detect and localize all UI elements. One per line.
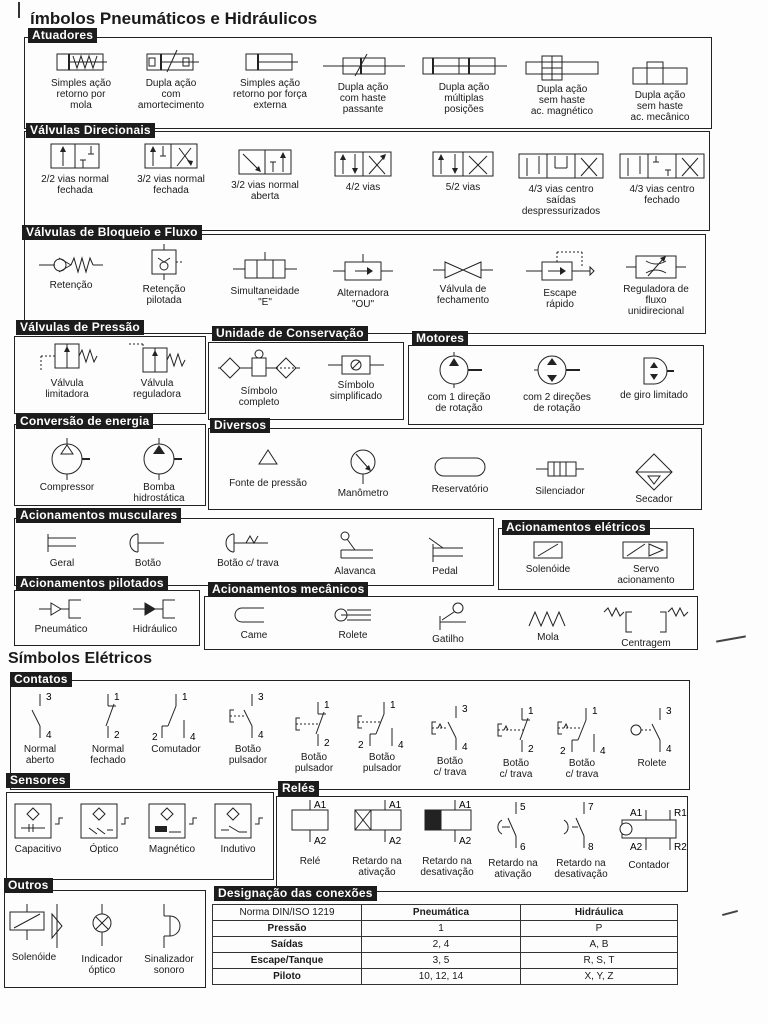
terminal-label: A1: [389, 800, 402, 811]
valve-4-2-icon: [333, 150, 393, 180]
valve-label: 4/3 vias centro saídas despressurizados: [521, 184, 601, 217]
solenoid-coil-icon: [4, 902, 64, 950]
flow-valve-label: Válvula de fechamento: [436, 284, 490, 306]
servo-icon: [619, 538, 673, 562]
contact-label: Normal aberto: [23, 744, 57, 766]
manual-label: Botão c/ trava: [217, 558, 279, 569]
valve-label: 3/2 vias normal fechada: [137, 174, 205, 196]
latching-button-no-icon: [426, 702, 474, 754]
pressure-valve-label: Válvula reguladora: [133, 378, 181, 400]
unidade-conservacao-header: Unidade de Conservação: [212, 326, 368, 341]
valvulas-pressao-header: Válvulas de Pressão: [16, 320, 144, 335]
misc-item: [320, 446, 406, 499]
terminal-label: A1: [459, 800, 472, 811]
sensor-item: [72, 800, 136, 855]
spring-centering-icon: [602, 606, 690, 636]
latching-button-changeover-icon: [554, 704, 610, 756]
roller-icon: [331, 602, 375, 628]
flow-valve-label: Retenção pilotada: [142, 284, 186, 306]
piloted-check-valve-icon: [142, 242, 186, 282]
pushbutton-changeover-icon: [354, 698, 410, 750]
relay-coil-icon: [284, 798, 336, 854]
diversos-header: Diversos: [210, 418, 270, 433]
flow-valve-label: Retenção: [49, 280, 93, 291]
contact-label: Botão pulsador: [362, 752, 402, 774]
electric-actuation-item: [506, 538, 590, 575]
misc-item: [514, 456, 606, 497]
relay-label: Retardo na desativação: [554, 858, 608, 880]
relay-item: [548, 800, 614, 880]
electric-actuation-item: [600, 538, 692, 586]
double-acting-cushioned-cylinder-icon: [143, 48, 199, 76]
relay-item: [414, 798, 480, 878]
mechanical-item: [596, 606, 696, 649]
manual-item: [200, 530, 296, 569]
shutoff-valve-icon: [431, 258, 495, 282]
cam-icon: [232, 602, 276, 628]
table-header-row: [213, 905, 678, 921]
acionamentos-pilotados-header: Acionamentos pilotados: [16, 576, 168, 591]
terminal-label: 7: [588, 802, 594, 813]
terminal-label: 1: [324, 700, 330, 711]
table-cell: P: [521, 921, 678, 937]
misc-item: [610, 452, 698, 505]
trigger-roller-icon: [426, 600, 470, 632]
pneumatic-pilot-icon: [37, 596, 85, 622]
actuator-item: [516, 54, 608, 117]
valve-item: [28, 142, 122, 196]
actuator-label: Simples ação retorno por mola: [50, 78, 112, 111]
mechanical-label: Came: [240, 630, 268, 641]
silencer-icon: [534, 456, 586, 484]
other-item: [4, 902, 64, 963]
valve-3-2-open-icon: [237, 148, 293, 178]
optical-sensor-icon: [77, 800, 131, 842]
valvulas-direcionais-header: Válvulas Direcionais: [26, 123, 155, 138]
energy-label: Compressor: [39, 482, 95, 493]
valve-item: [614, 152, 710, 206]
manual-item: [402, 536, 488, 577]
flow-valve-item: [514, 250, 606, 310]
flow-valve-item: [120, 242, 208, 306]
rotary-actuator-icon: [634, 354, 674, 388]
counter-icon: [616, 806, 687, 858]
push-button-icon: [128, 530, 168, 556]
contact-label: Botão pulsador: [228, 744, 268, 766]
electric-actuation-label: Solenóide: [525, 564, 571, 575]
flow-valve-label: Reguladora de fluxo unidirecional: [623, 284, 689, 317]
pressure-valve-label: Válvula limitadora: [45, 378, 89, 400]
manual-item: [108, 530, 188, 569]
manual-label: Botão: [134, 558, 162, 569]
contact-label: Botão c/ trava: [565, 758, 599, 780]
capacitive-sensor-icon: [11, 800, 65, 842]
table-cell: Escape/Tanque: [213, 953, 362, 969]
mechanical-item: [404, 600, 492, 645]
frl-complete-icon: [216, 348, 302, 384]
contact-changeover-icon: [148, 690, 204, 742]
or-valve-icon: [331, 252, 395, 286]
terminal-label: 2: [358, 740, 364, 751]
table-cell: Piloto: [213, 969, 362, 985]
valvulas-bloqueio-header: Válvulas de Bloqueio e Fluxo: [22, 225, 202, 240]
manual-item: [22, 530, 102, 569]
conversao-energia-header: Conversão de energia: [16, 414, 153, 429]
page-corner-mark: [18, 2, 20, 18]
pushbutton-no-icon: [224, 690, 272, 742]
flow-valve-item: [212, 250, 318, 308]
contact-item: [550, 704, 614, 780]
magnetic-sensor-icon: [145, 800, 199, 842]
single-acting-cylinder-spring-icon: [53, 48, 109, 76]
terminal-label: 4: [258, 730, 264, 741]
contact-item: [218, 690, 278, 766]
hydraulic-pump-icon: [136, 436, 182, 480]
terminal-label: 5: [520, 802, 526, 813]
electric-actuation-label: Servo acionamento: [617, 564, 675, 586]
table-cell: 2, 4: [362, 937, 521, 953]
sensor-label: Capacitivo: [14, 844, 62, 855]
terminal-label: A2: [630, 842, 643, 853]
inductive-sensor-icon: [211, 800, 265, 842]
multi-position-cylinder-icon: [421, 52, 507, 80]
valve-item: [512, 152, 610, 217]
motor-label: com 2 direções de rotação: [523, 392, 591, 414]
reservoir-icon: [431, 454, 489, 482]
terminal-label: 1: [390, 700, 396, 711]
sensor-item: [206, 800, 270, 855]
flow-valve-label: Alternadora "OU": [337, 288, 389, 310]
motor-item: [510, 350, 604, 414]
on-delay-contact-icon: [488, 800, 538, 856]
and-valve-icon: [231, 250, 299, 284]
relay-item: [484, 800, 542, 880]
terminal-label: 2: [560, 746, 566, 757]
relay-item: [282, 798, 338, 867]
misc-label: Reservatório: [431, 484, 489, 495]
terminal-label: 3: [46, 692, 52, 703]
motor-label: de giro limitado: [620, 390, 688, 401]
contact-item: [284, 698, 344, 774]
frl-label: Símbolo simplificado: [329, 380, 383, 402]
relay-label: Retardo na desativação: [420, 856, 474, 878]
terminal-label: 4: [190, 732, 196, 743]
terminal-label: 4: [398, 740, 404, 751]
valve-item: [218, 148, 312, 202]
mechanical-item: [500, 608, 596, 643]
table-cell: 3, 5: [362, 953, 521, 969]
contact-item: [420, 702, 480, 778]
table-cell: R, S, T: [521, 953, 678, 969]
buzzer-icon: [154, 902, 184, 952]
terminal-label: 3: [666, 706, 672, 717]
sensor-label: Indutivo: [220, 844, 256, 855]
contact-item: [14, 690, 66, 766]
through-rod-cylinder-icon: [321, 52, 405, 80]
sensores-header: Sensores: [6, 773, 70, 788]
pilot-label: Hidráulico: [132, 624, 178, 635]
valve-label: 5/2 vias: [445, 182, 481, 193]
mechanical-item: [212, 602, 296, 641]
actuator-item: [414, 52, 514, 115]
other-item: [136, 902, 202, 976]
manual-label: Geral: [49, 558, 75, 569]
manual-general-icon: [42, 530, 82, 556]
push-button-detent-icon: [224, 530, 272, 556]
motor-two-direction-icon: [532, 350, 582, 390]
table-cell: Pressão: [213, 921, 362, 937]
outros-header: Outros: [4, 878, 53, 893]
latching-button-nc-icon: [492, 704, 540, 756]
off-delay-relay-icon: [417, 798, 477, 854]
valve-5-2-icon: [431, 150, 495, 180]
actuator-label: Dupla ação múltiplas posições: [438, 82, 490, 115]
table-cell: X, Y, Z: [521, 969, 678, 985]
relay-label: Relé: [299, 856, 321, 867]
column-header: Norma DIN/ISO 1219: [213, 905, 362, 921]
motor-item: [412, 350, 506, 414]
actuator-item: [36, 48, 126, 111]
other-label: Sinalizador sonoro: [144, 954, 194, 976]
pedal-icon: [423, 536, 467, 564]
contact-item: [622, 704, 682, 769]
mechanical-label: Mola: [537, 632, 559, 643]
terminal-label: 1: [592, 706, 598, 717]
roller-contact-icon: [626, 704, 678, 756]
dryer-icon: [632, 452, 676, 492]
pilot-item: [22, 596, 100, 635]
mechanical-label: Gatilho: [432, 634, 464, 645]
terminal-label: 4: [666, 744, 672, 755]
actuator-label: Dupla ação sem haste ac. mecânico: [630, 90, 690, 123]
quick-exhaust-icon: [524, 250, 596, 286]
sensor-item: [140, 800, 204, 855]
sensor-label: Magnético: [148, 844, 196, 855]
terminal-label: A1: [314, 800, 327, 811]
valve-4-3-exhaust-icon: [517, 152, 605, 182]
frl-simplified-icon: [326, 352, 386, 378]
energy-label: Bomba hidrostática: [133, 482, 185, 504]
flow-control-valve-icon: [624, 252, 688, 282]
acionamentos-eletricos-header: Acionamentos elétricos: [502, 520, 650, 535]
actuator-label: Simples ação retorno por força externa: [233, 78, 307, 111]
terminal-label: 1: [114, 692, 120, 703]
check-valve-icon: [37, 252, 105, 278]
frl-item: [312, 352, 400, 402]
manual-label: Pedal: [432, 566, 458, 577]
contact-label: Comutador: [151, 744, 201, 755]
column-header: Hidráulica: [521, 905, 678, 921]
contatos-header: Contatos: [10, 672, 72, 687]
table-cell: 1: [362, 921, 521, 937]
motor-one-direction-icon: [434, 350, 484, 390]
acionamentos-musculares-header: Acionamentos musculares: [16, 508, 181, 523]
contact-item: [486, 704, 546, 780]
mechanical-label: Centragem: [621, 638, 671, 649]
rodless-magnetic-cylinder-icon: [522, 54, 602, 82]
terminal-label: 4: [46, 730, 52, 741]
solenoid-icon: [528, 538, 568, 562]
pilot-item: [116, 596, 194, 635]
terminal-label: R1: [674, 808, 687, 819]
terminal-label: 4: [600, 746, 606, 757]
misc-label: Manômetro: [337, 488, 389, 499]
misc-item: [216, 446, 320, 489]
flow-valve-item: [28, 252, 114, 291]
terminal-label: 8: [588, 842, 594, 853]
spring-icon: [525, 608, 571, 630]
contact-no-icon: [20, 690, 60, 742]
terminal-label: 2: [152, 732, 158, 743]
lever-icon: [333, 530, 377, 564]
on-delay-relay-icon: [347, 798, 407, 854]
reles-header: Relés: [278, 781, 319, 796]
mechanical-label: Rolete: [338, 630, 368, 641]
terminal-label: 2: [324, 738, 330, 749]
table-row: [213, 937, 678, 953]
contact-nc-icon: [88, 690, 128, 742]
energy-item: [114, 436, 204, 504]
connections-table: [212, 904, 678, 985]
misc-label: Secador: [635, 494, 673, 505]
frl-item: [212, 348, 306, 408]
flow-valve-item: [418, 258, 508, 306]
pilot-label: Pneumático: [34, 624, 88, 635]
terminal-label: 1: [528, 706, 534, 717]
pushbutton-nc-icon: [290, 698, 338, 750]
actuator-label: Dupla ação com haste passante: [337, 82, 389, 115]
motores-header: Motores: [412, 331, 468, 346]
compressor-icon: [44, 436, 90, 480]
valve-item: [124, 142, 218, 196]
valve-item: [420, 150, 506, 193]
pressure-valve-item: [112, 340, 202, 400]
manual-item: [312, 530, 398, 577]
relay-item: [344, 798, 410, 878]
acionamentos-mecanicos-header: Acionamentos mecânicos: [208, 582, 368, 597]
contact-item: [350, 698, 414, 774]
table-cell: 10, 12, 14: [362, 969, 521, 985]
terminal-label: 4: [462, 742, 468, 753]
misc-label: Fonte de pressão: [229, 478, 307, 489]
table-row: [213, 921, 678, 937]
valve-label: 4/3 vias centro fechado: [629, 184, 695, 206]
hydraulic-pilot-icon: [131, 596, 179, 622]
terminal-label: 2: [114, 730, 120, 741]
actuator-label: Dupla ação com amortecimento: [137, 78, 205, 111]
flow-valve-item: [318, 252, 408, 310]
actuator-item: [126, 48, 216, 111]
table-row: [213, 953, 678, 969]
flow-valve-label: Escape rápido: [543, 288, 577, 310]
terminal-label: 3: [258, 692, 264, 703]
flow-valve-label: Simultaneidade "E": [230, 286, 300, 308]
terminal-label: 2: [528, 744, 534, 755]
contact-item: [142, 690, 210, 755]
page-title: ímbolos Pneumáticos e Hidráulicos: [30, 9, 318, 28]
valve-3-2-closed-icon: [143, 142, 199, 172]
contact-label: Botão pulsador: [294, 752, 334, 774]
manometer-icon: [346, 446, 380, 486]
misc-label: Silenciador: [535, 486, 585, 497]
valve-item: [318, 150, 408, 193]
actuator-item: [222, 48, 318, 111]
table-row: [213, 969, 678, 985]
contact-item: [80, 690, 136, 766]
terminal-label: 3: [462, 704, 468, 715]
actuator-item: [614, 60, 706, 123]
contact-label: Normal fechado: [90, 744, 126, 766]
flow-valve-item: [610, 252, 702, 317]
terminal-label: A2: [314, 836, 327, 847]
relay-label: Retardo na ativação: [488, 858, 538, 880]
valve-label: 4/2 vias: [345, 182, 381, 193]
terminal-label: 1: [182, 692, 188, 703]
margin-mark: [716, 635, 746, 642]
off-delay-contact-icon: [556, 800, 606, 856]
actuator-label: Dupla ação sem haste ac. magnético: [530, 84, 594, 117]
contact-label: Botão c/ trava: [433, 756, 467, 778]
terminal-label: R2: [674, 842, 687, 853]
indicator-lamp-icon: [87, 902, 117, 952]
valve-label: 2/2 vias normal fechada: [41, 174, 109, 196]
margin-mark: [722, 910, 738, 916]
terminal-label: A1: [630, 808, 643, 819]
motor-label: com 1 direção de rotação: [427, 392, 491, 414]
pressure-valve-item: [22, 338, 112, 400]
other-item: [74, 902, 130, 976]
misc-item: [412, 454, 508, 495]
valve-4-3-closed-icon: [618, 152, 706, 182]
valve-label: 3/2 vias normal aberta: [231, 180, 299, 202]
relief-valve-icon: [35, 338, 99, 376]
relay-item: [614, 806, 687, 871]
terminal-label: A2: [459, 836, 472, 847]
manual-label: Alavanca: [334, 566, 376, 577]
table-cell: Saídas: [213, 937, 362, 953]
pressure-regulator-icon: [125, 340, 189, 376]
sensor-item: [6, 800, 70, 855]
designacao-header: Designação das conexões: [214, 886, 377, 901]
electric-title: Símbolos Elétricos: [8, 650, 153, 667]
energy-item: [22, 436, 112, 493]
pressure-source-icon: [256, 446, 280, 476]
contact-label: Botão c/ trava: [499, 758, 533, 780]
sensor-label: Óptico: [89, 844, 119, 855]
contact-label: Rolete: [637, 758, 667, 769]
motor-item: [608, 354, 700, 401]
single-acting-cylinder-external-icon: [242, 48, 298, 76]
valve-2-2-icon: [49, 142, 101, 172]
relay-label: Contador: [628, 860, 670, 871]
table-cell: A, B: [521, 937, 678, 953]
other-label: Indicador óptico: [81, 954, 123, 976]
rodless-mechanical-cylinder-icon: [629, 60, 691, 88]
relay-label: Retardo na ativação: [352, 856, 402, 878]
actuator-item: [318, 52, 408, 115]
terminal-label: 6: [520, 842, 526, 853]
frl-label: Símbolo completo: [238, 386, 280, 408]
atuadores-header: Atuadores: [28, 28, 97, 43]
terminal-label: A2: [389, 836, 402, 847]
column-header: Pneumática: [362, 905, 521, 921]
other-label: Solenóide: [11, 952, 57, 963]
mechanical-item: [308, 602, 398, 641]
